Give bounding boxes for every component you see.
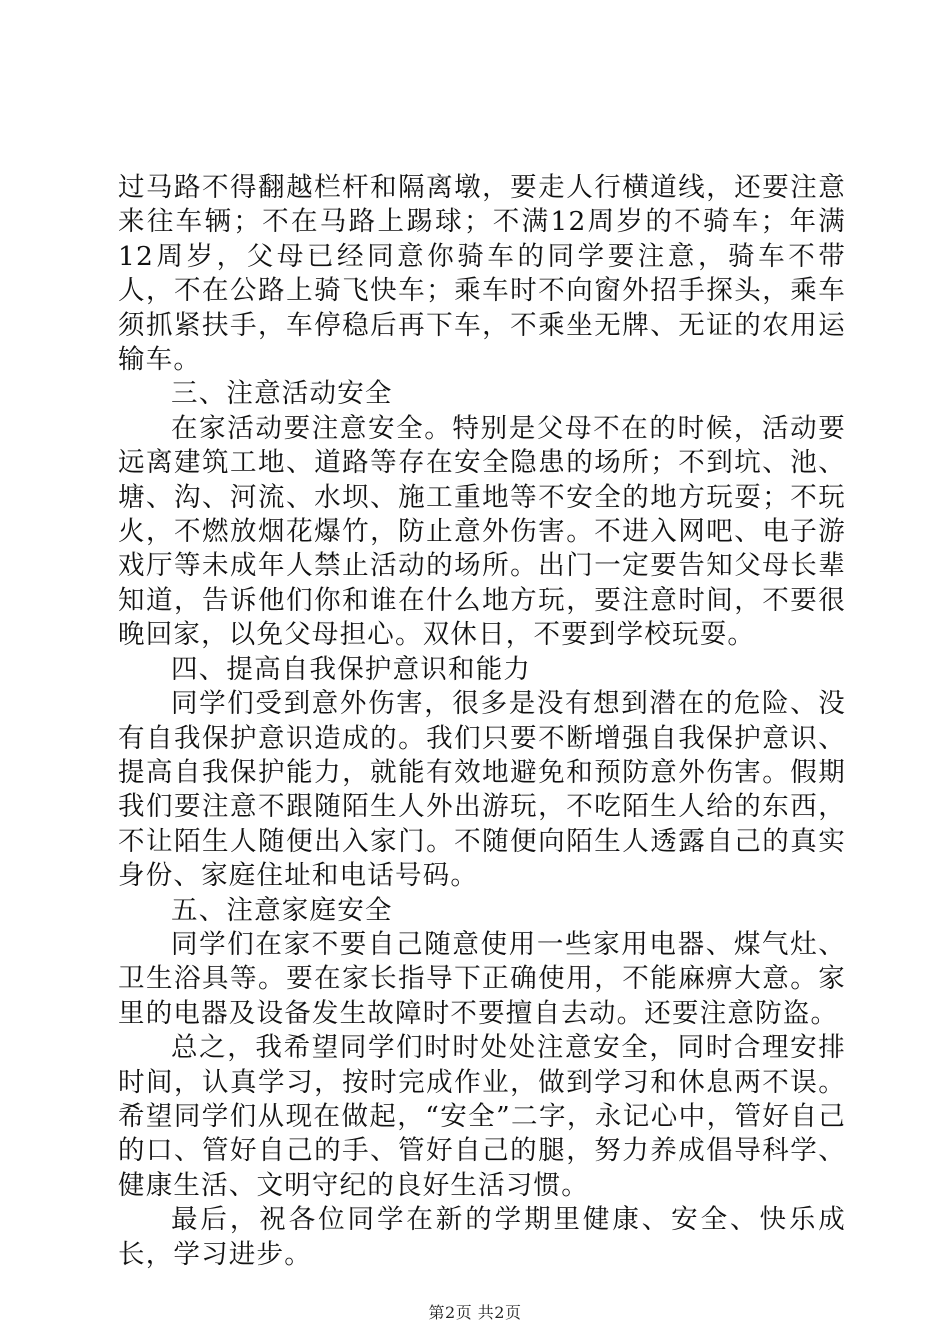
paragraph-conclusion: 总之，我希望同学们时时处处注意安全，同时合理安排时间，认真学习，按时完成作业，做到学习和休息两不误。希望同学们从现在做起，“安全”二字，永记心中，管好自己的口、管好自己的手、管好自己的腿，努力养成倡导科学、健康生活、文明守纪的良好生活习惯。: [118, 1032, 846, 1201]
page-footer: [0, 1300, 950, 1323]
paragraph-closing-wishes: 最后，祝各位同学在新的学期里健康、安全、快乐成长，学习进步。: [118, 1204, 846, 1270]
paragraph-traffic-rules: 过马路不得翻越栏杆和隔离墩，要走人行横道线，还要注意来往车辆；不在马路上踢球；不满12周岁的不骑车；年满12周岁，父母已经同意你骑车的同学要注意，骑车不带人，不在公路上骑飞快车；乘车时不向窗外招手探头，乘车须抓紧扶手，车停稳后再下车，不乘坐无牌、无证的农用运输车。: [118, 172, 846, 376]
section-heading-home-safety: 五、注意家庭安全: [171, 894, 393, 926]
paragraph-activity-safety: 在家活动要注意安全。特别是父母不在的时候，活动要远离建筑工地、道路等存在安全隐患的场所；不到坑、池、塘、沟、河流、水坝、施工重地等不安全的地方玩耍；不玩火，不燃放烟花爆竹，防止意外伤害。不进入网吧、电子游戏厅等未成年人禁止活动的场所。出门一定要告知父母长辈知道，告诉他们你和谁在什么地方玩，要注意时间，不要很晚回家，以免父母担心。双休日，不要到学校玩耍。: [118, 412, 846, 651]
section-heading-self-protection: 四、提高自我保护意识和能力: [171, 653, 532, 685]
paragraph-home-safety: 同学们在家不要自己随意使用一些家用电器、煤气灶、卫生浴具等。要在家长指导下正确使用，不能麻痹大意。家里的电器及设备发生故障时不要擅自去动。还要注意防盗。: [118, 928, 846, 1029]
document-body: [118, 171, 846, 1272]
page-number: 第2页 共2页: [428, 1303, 522, 1322]
section-heading-activity-safety: 三、注意活动安全: [171, 378, 393, 410]
paragraph-self-protection: 同学们受到意外伤害，很多是没有想到潜在的危险、没有自我保护意识造成的。我们只要不断增强自我保护意识、提高自我保护能力，就能有效地避免和预防意外伤害。假期我们要注意不跟随陌生人外出游玩，不吃陌生人给的东西，不让陌生人随便出入家门。不随便向陌生人透露自己的真实身份、家庭住址和电话号码。: [118, 688, 846, 892]
